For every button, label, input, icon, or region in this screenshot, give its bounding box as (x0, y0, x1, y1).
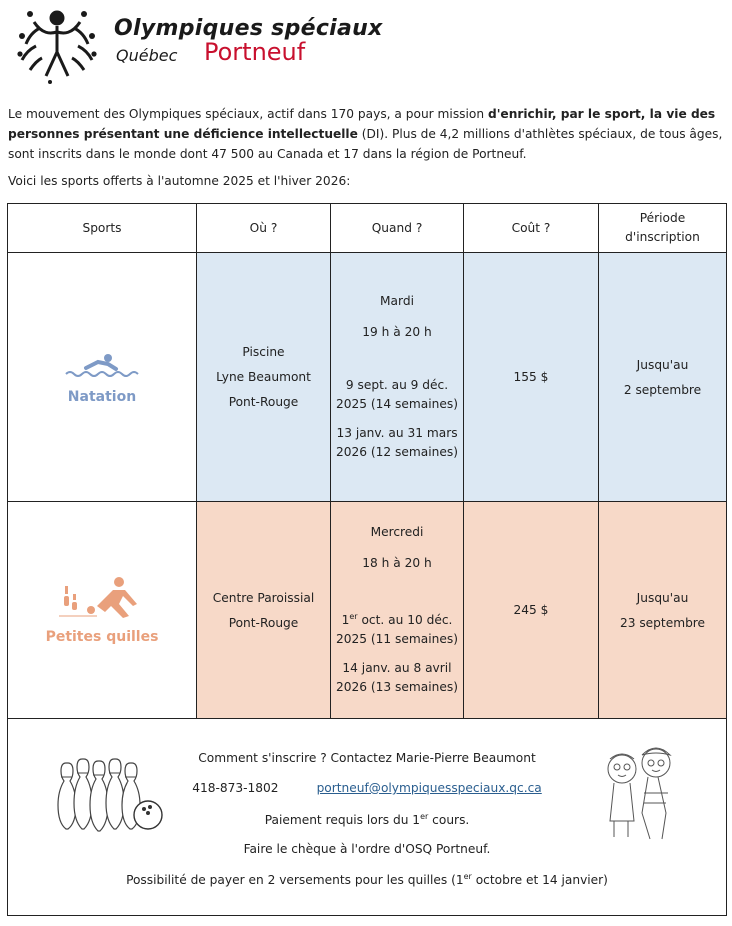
table-row (8, 253, 727, 502)
special-olympics-logo-icon (16, 4, 98, 86)
session1-natation-a: 9 sept. au 9 déc. (345, 378, 449, 392)
footer-row (8, 719, 727, 916)
lieu-natation-line3: Pont-Rouge (228, 395, 299, 409)
table-row (8, 502, 727, 719)
footer-payment-a: Paiement requis lors du 1 (264, 813, 421, 828)
header-periode (599, 204, 727, 253)
sport-quilles (8, 502, 197, 719)
children-drawing-icon (600, 743, 682, 843)
footer-installments (8, 872, 726, 887)
periode-quilles-line2: 23 septembre (619, 615, 706, 630)
cout-quilles: 245 $ (464, 502, 599, 719)
quand-natation (331, 253, 464, 502)
footer-contact: Comment s'inscrire ? Contactez Marie-Pierre Beaumont (198, 751, 536, 765)
swimmer-icon (64, 350, 140, 380)
session1-natation-b: 2025 (14 semaines) (336, 397, 458, 411)
footer-payment-b: cours. (428, 813, 470, 828)
jour-quilles: Mercredi (370, 524, 424, 539)
lieu-natation (197, 253, 331, 502)
session1-quilles-b: 2025 (11 semaines) (336, 632, 458, 647)
header-ou: Où ? (197, 204, 331, 253)
periode-natation-line1: Jusqu'au (636, 357, 689, 372)
org-name: Olympiques spéciaux (114, 16, 383, 41)
lieu-quilles-line2: Pont-Rouge (228, 615, 299, 630)
periode-natation (599, 253, 727, 502)
sports-table (7, 203, 727, 916)
header-periode-line1: Période (639, 211, 686, 225)
heure-natation: 19 h à 20 h (362, 325, 432, 339)
lieu-quilles-line1: Centre Paroissial (212, 590, 315, 605)
footer-payment-sup: er (420, 812, 429, 821)
sports-lead: Voici les sports offerts à l'automne 2025 et l'hiver 2026: (8, 174, 351, 188)
header-periode-line2: d'inscription (625, 230, 700, 244)
periode-natation-line2: 2 septembre (623, 382, 702, 397)
intro-text-2: (DI). Plus de 4,2 millions d'athlètes spéciaux, de tous âges, sont inscrits dans le monde dont 47 500 au Canada et 17 dans la région de Portneuf. (8, 127, 723, 161)
footer-phone: 418-873-1802 (192, 781, 279, 795)
session1-quilles-a (331, 607, 463, 630)
periode-quilles-line1: Jusqu'au (636, 590, 689, 605)
footer-install-b: octobre et 14 janvier) (471, 873, 608, 888)
jour-natation: Mardi (380, 294, 414, 308)
heure-quilles: 18 h à 20 h (362, 555, 432, 570)
bowling-player-icon (57, 576, 147, 620)
footer-cell (8, 719, 727, 916)
intro-text-1: Le mouvement des Olympiques spéciaux, actif dans 170 pays, a pour mission (8, 107, 488, 121)
session2-quilles-a: 14 janv. au 8 avril (342, 661, 452, 676)
intro-paragraph (8, 104, 724, 164)
sport-label-natation: Natation (67, 388, 137, 405)
cout-natation: 155 $ (464, 253, 599, 502)
footer-install-sup: er (463, 872, 472, 881)
org-province: Québec (116, 46, 178, 65)
sport-label-quilles: Petites quilles (45, 628, 159, 645)
session1-quilles-num: 1 (341, 613, 350, 628)
lieu-quilles (197, 502, 331, 719)
footer-email-link[interactable]: portneuf@olympiquesspeciaux.qc.ca (316, 781, 542, 795)
header (16, 4, 436, 86)
footer-install-a: Possibilité de payer en 2 versements pour les quilles (1 (126, 873, 464, 888)
session1-quilles-rest: oct. au 10 déc. (357, 613, 453, 628)
header-quand: Quand ? (331, 204, 464, 253)
quand-quilles (331, 502, 464, 719)
session2-natation-b: 2026 (12 semaines) (336, 445, 458, 459)
sport-natation (8, 253, 197, 502)
footer-cheque: Faire le chèque à l'ordre d'OSQ Portneuf. (243, 842, 491, 856)
periode-quilles (599, 502, 727, 719)
header-sports: Sports (8, 204, 197, 253)
session2-quilles-b: 2026 (13 semaines) (336, 680, 458, 695)
intro-mission: d'enrichir, par le sport, la vie des personnes présentant une déficience intellectuelle (8, 107, 716, 141)
header-cout: Coût ? (464, 204, 599, 253)
session2-natation-a: 13 janv. au 31 mars (336, 426, 458, 440)
table-header-row (8, 204, 727, 253)
session1-quilles-sup: er (349, 611, 358, 621)
lieu-natation-line1: Piscine (242, 345, 285, 359)
lieu-natation-line2: Lyne Beaumont (216, 370, 311, 384)
org-region: Portneuf (204, 38, 306, 66)
